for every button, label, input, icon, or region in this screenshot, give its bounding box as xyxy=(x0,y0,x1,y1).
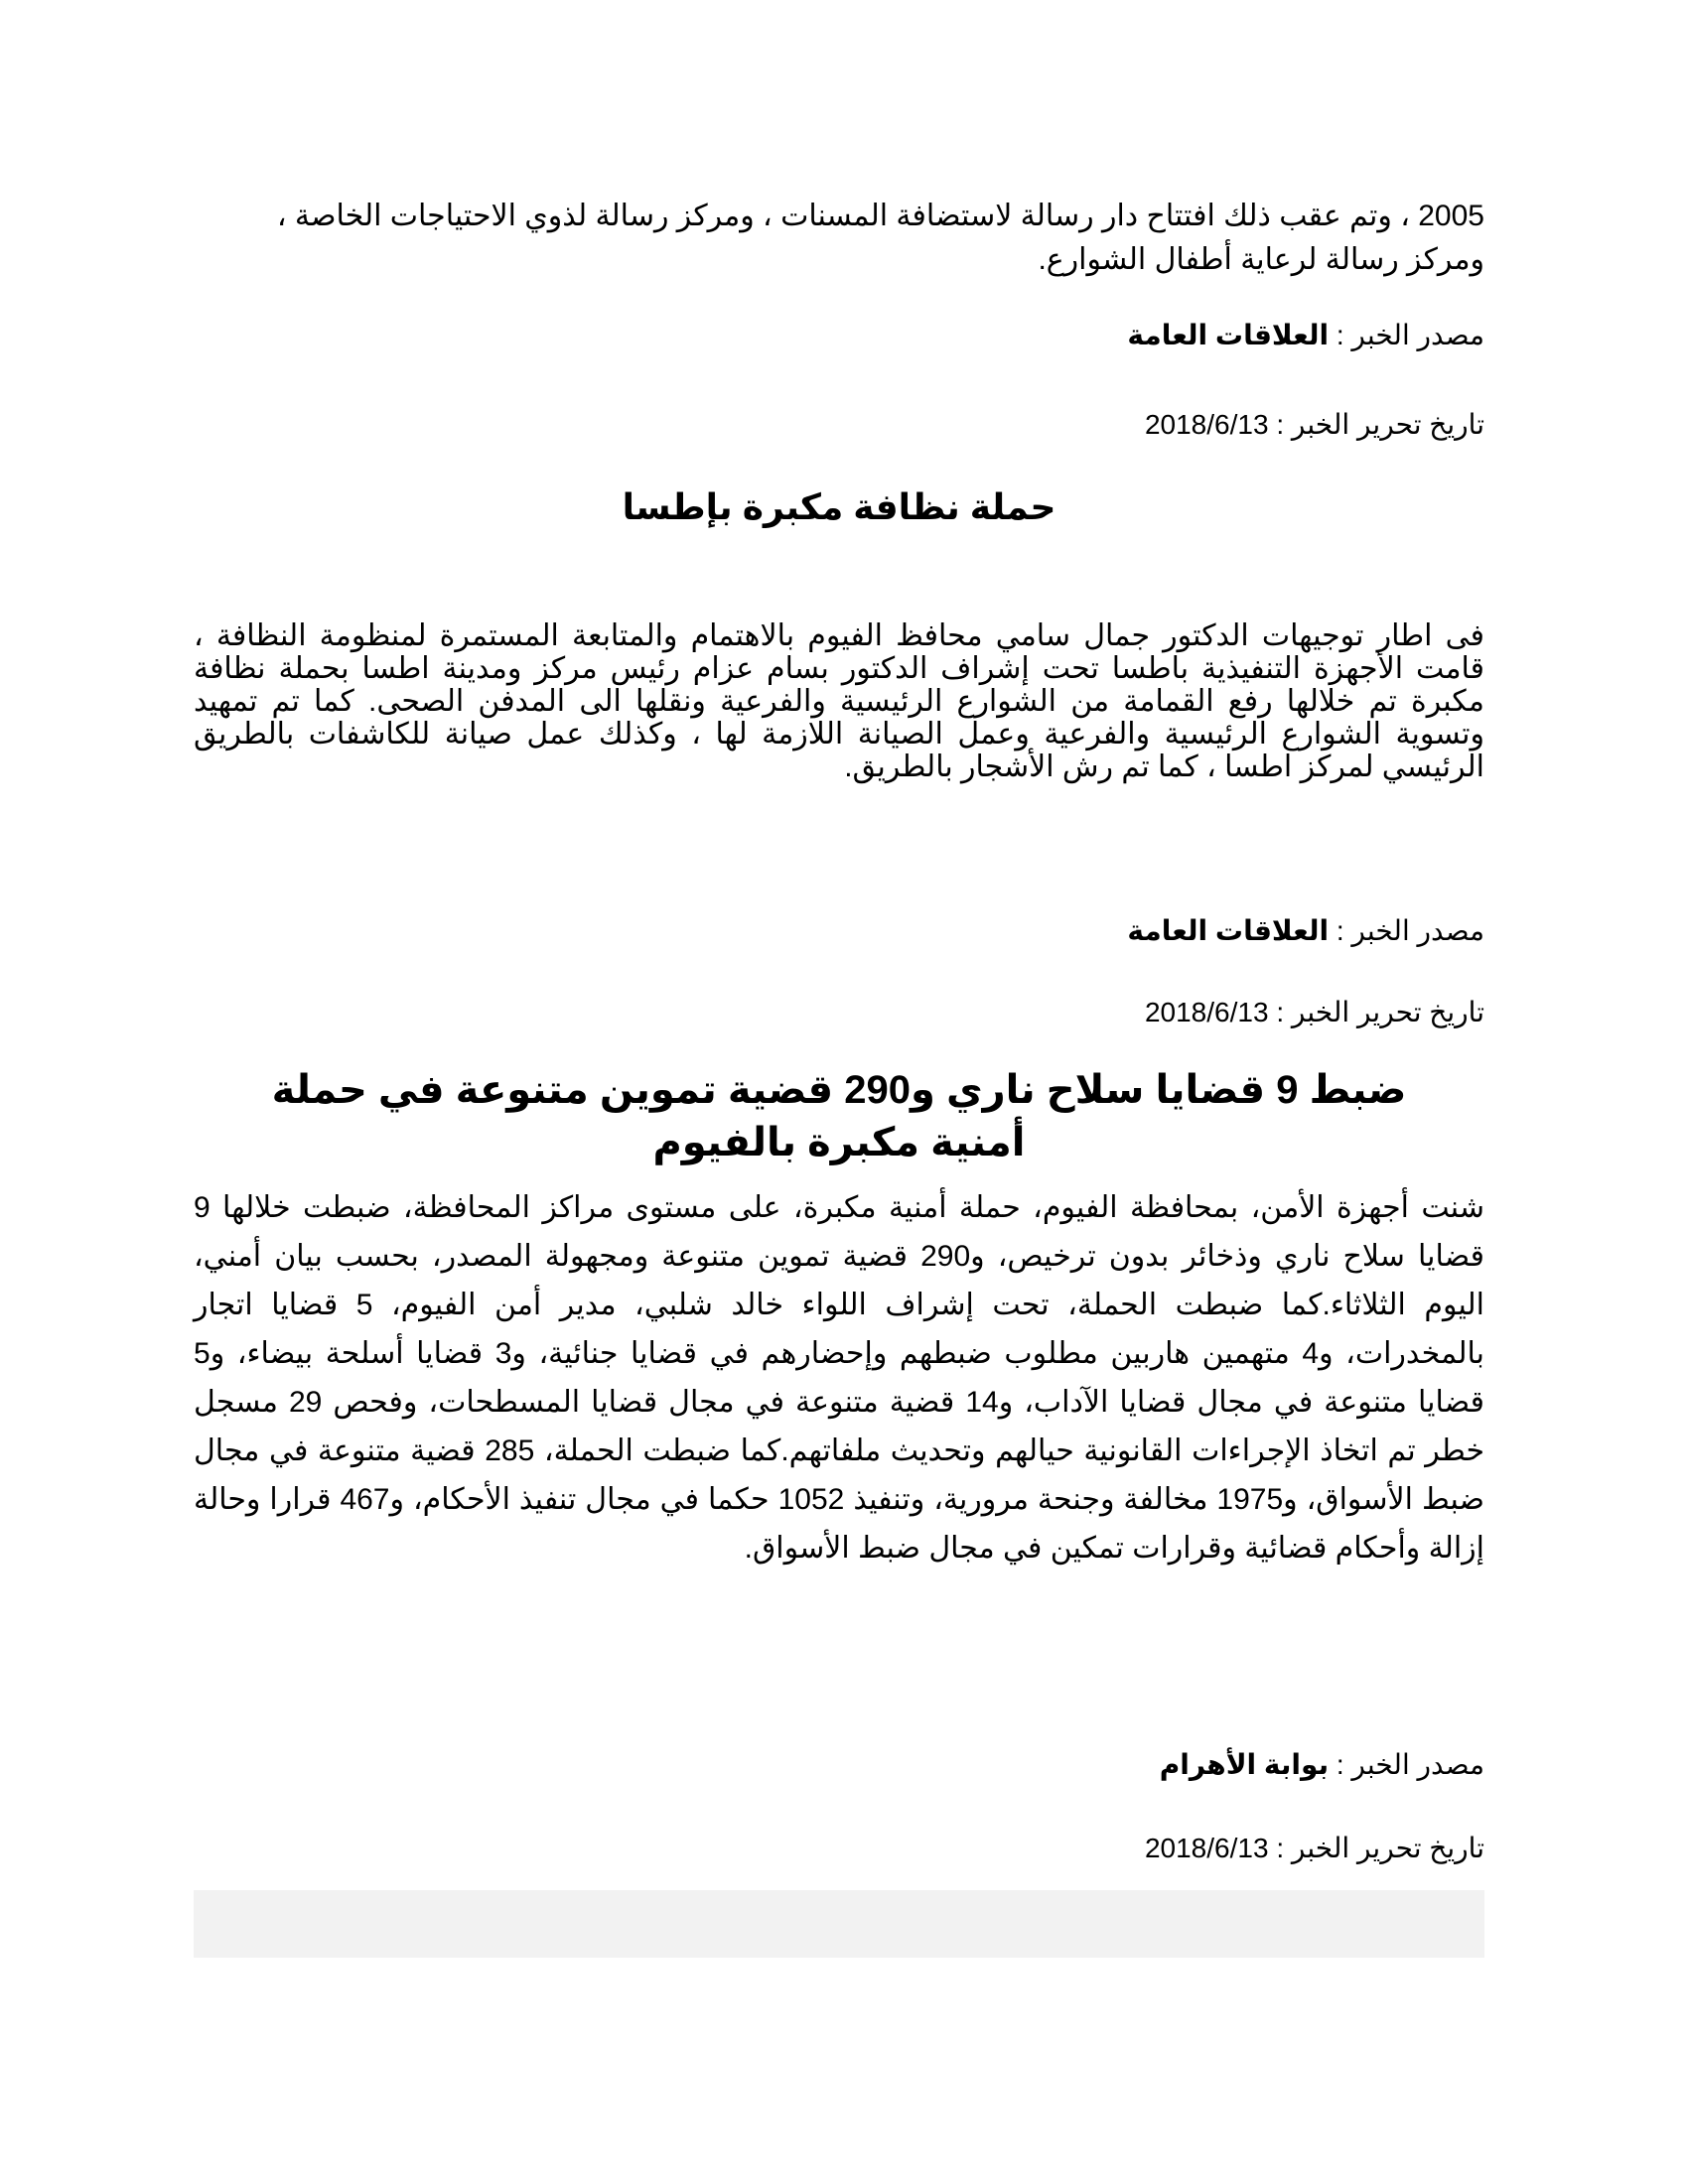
article1-body: فى اطار توجيهات الدكتور جمال سامي محافظ الفيوم بالاهتمام والمتابعة المستمرة لمنظومة النظافة ، قامت الأجهزة التنفيذية باطسا تحت إشراف الدكتور بسام عزام رئيس مركز ومدينة اطسا بحملة نظافة مكبرة تم خلالها رفع القمامة من الشوارع الرئيسية والفرعية ونقلها الى المدفن الصحى. كما تم تمهيد وتسوية الشوارع الرئيسية والفرعية وعمل الصيانة اللازمة لها ، وكذلك عمل صيانة للكاشفات بالطريق الرئيسي لمركز اطسا ، كما تم رش الأشجار بالطريق. xyxy=(194,619,1484,783)
article1-date-line xyxy=(194,993,1484,1032)
date-value: 2018/6/13 xyxy=(1144,997,1269,1027)
intro-date-line xyxy=(194,405,1484,445)
source-label: مصدر الخبر : xyxy=(1336,320,1484,350)
date-label: تاريخ تحرير الخبر : xyxy=(1276,409,1484,440)
source-value: العلاقات العامة xyxy=(1127,915,1330,946)
source-label: مصدر الخبر : xyxy=(1336,915,1484,946)
intro-source-line xyxy=(194,316,1484,355)
article2-source-line xyxy=(194,1745,1484,1785)
source-label: مصدر الخبر : xyxy=(1336,1749,1484,1780)
footer-bar xyxy=(194,1890,1484,1958)
article1-source-line xyxy=(194,911,1484,951)
intro-paragraph: 2005 ، وتم عقب ذلك افتتاح دار رسالة لاستضافة المسنات ، ومركز رسالة لذوي الاحتياجات الخاصة ، ومركز رسالة لرعاية أطفال الشوارع. xyxy=(276,200,1484,276)
article2-body: شنت أجهزة الأمن، بمحافظة الفيوم، حملة أمنية مكبرة، على مستوى مراكز المحافظة، ضبطت خلالها 9 قضايا سلاح ناري وذخائر بدون ترخيص، و290 قضية تموين متنوعة ومجهولة المصدر، بحسب بيان أمني، اليوم الثلاثاء.كما ضبطت الحملة، تحت إشراف اللواء خالد شلبي، مدير أمن الفيوم، 5 قضايا اتجار بالمخدرات، و4 متهمين هاربين مطلوب ضبطهم وإحضارهم في قضايا جنائية، و3 قضايا أسلحة بيضاء، و5 قضايا متنوعة في مجال قضايا الآداب، و14 قضية متنوعة في مجال قضايا المسطحات، وفحص 29 مسجل خطر تم اتخاذ الإجراءات القانونية حيالهم وتحديث ملفاتهم.كما ضبطت الحملة، 285 قضية متنوعة في مجال ضبط الأسواق، و1975 مخالفة وجنحة مرورية، وتنفيذ 1052 حكما في مجال تنفيذ الأحكام، و467 قرارا وحالة إزالة وأحكام قضائية وقرارات تمكين في مجال ضبط الأسواق. xyxy=(194,1191,1485,1565)
date-value: 2018/6/13 xyxy=(1144,409,1269,440)
date-value: 2018/6/13 xyxy=(1144,1833,1269,1863)
article1-title: حملة نظافة مكبرة بإطسا xyxy=(622,486,1056,527)
source-value: العلاقات العامة xyxy=(1127,320,1330,350)
article2-date-line xyxy=(194,1829,1484,1868)
document-page xyxy=(194,0,1484,2184)
date-label: تاريخ تحرير الخبر : xyxy=(1276,997,1484,1027)
date-label: تاريخ تحرير الخبر : xyxy=(1276,1833,1484,1863)
article2-title: ضبط 9 قضايا سلاح ناري و290 قضية تموين متنوعة في حملة أمنية مكبرة بالفيوم xyxy=(271,1068,1407,1164)
source-value: بوابة الأهرام xyxy=(1159,1749,1330,1780)
